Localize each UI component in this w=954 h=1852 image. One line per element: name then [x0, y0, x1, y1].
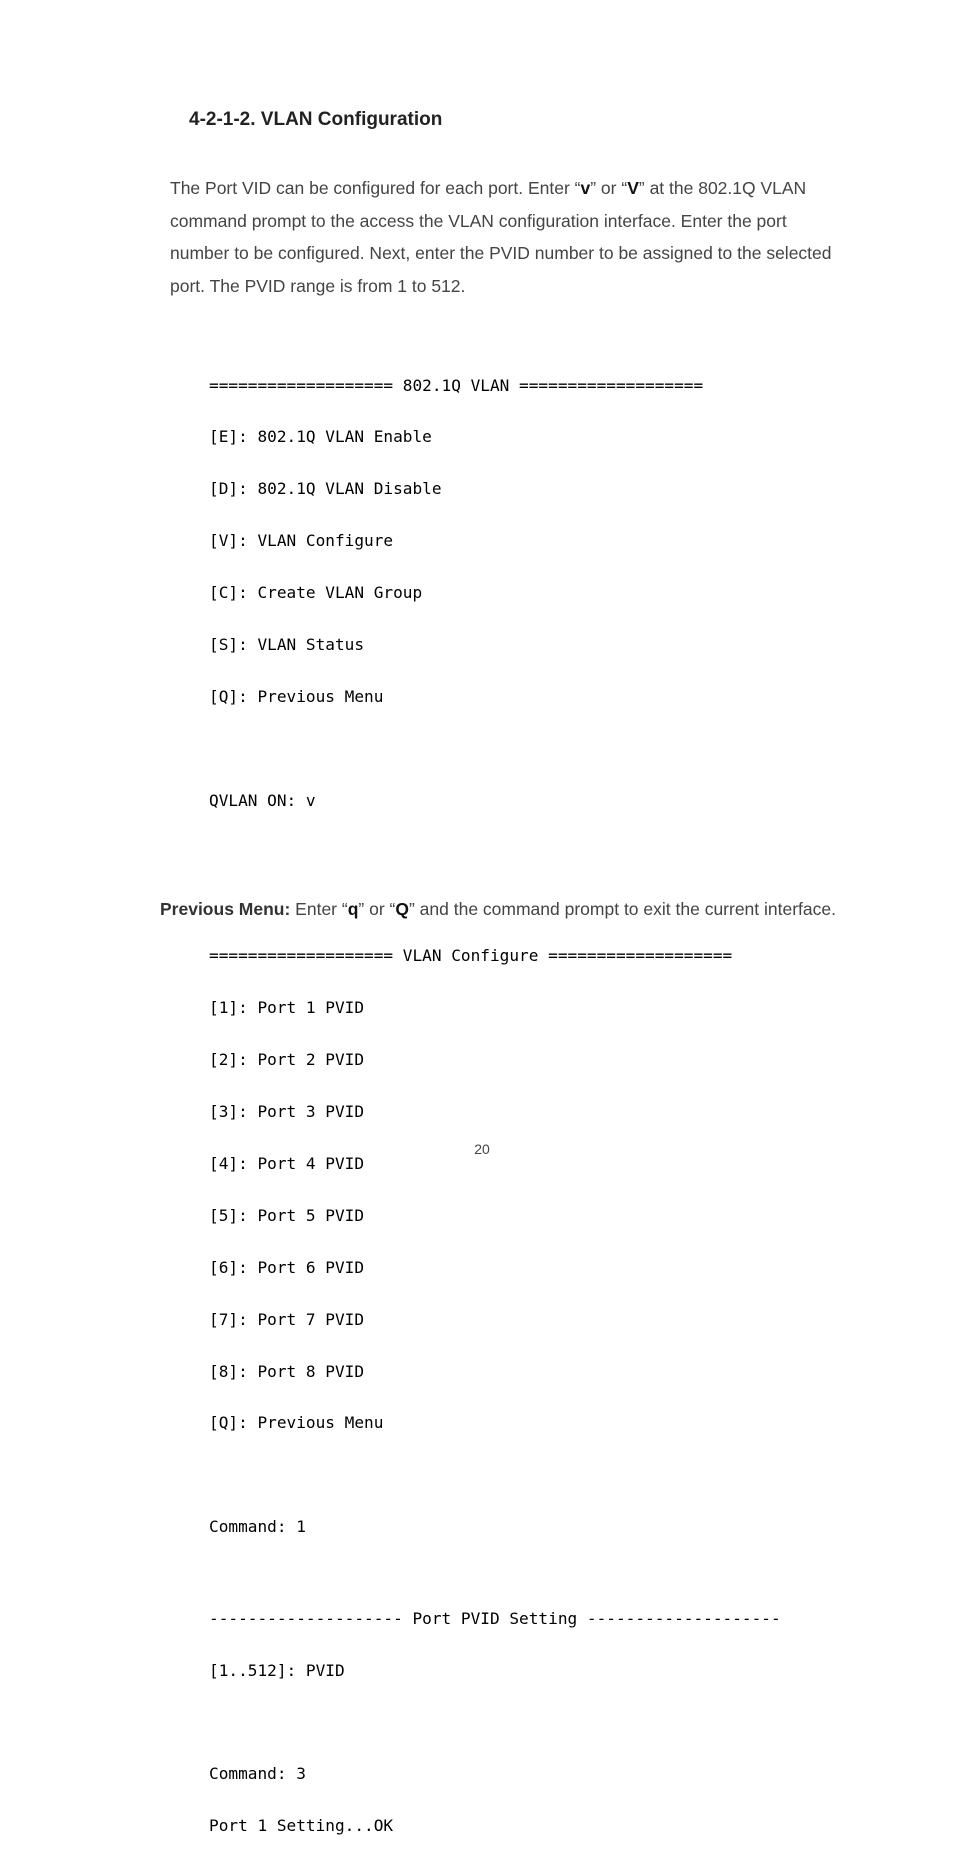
port-item-1: [1]: Port 1 PVID [209, 998, 365, 1018]
blank-line [209, 740, 781, 757]
port-item-5: [5]: Port 5 PVID [209, 1205, 365, 1225]
section-heading: 4-2-1-2. VLAN Configuration [189, 109, 443, 130]
menu-item-create-group: [C]: Create VLAN Group [209, 583, 423, 603]
previous-key-upper-q: Q [395, 899, 409, 919]
port-item-7: [7]: Port 7 PVID [209, 1309, 365, 1329]
port-item-6: [6]: Port 6 PVID [209, 1257, 365, 1277]
port-item-4: [4]: Port 4 PVID [209, 1153, 365, 1173]
command-line-2: Command: 3 [209, 1764, 306, 1784]
page-number: 20 [474, 1141, 490, 1157]
command-line-1: Command: 1 [209, 1517, 306, 1537]
menu-item-enable: [E]: 802.1Q VLAN Enable [209, 427, 432, 447]
spacer [209, 1570, 781, 1575]
port-item-previous: [Q]: Previous Menu [209, 1413, 384, 1433]
menu-item-previous: [Q]: Previous Menu [209, 686, 384, 706]
port-item-8: [8]: Port 8 PVID [209, 1361, 365, 1381]
previous-key-lower-q: q [347, 899, 359, 919]
previous-menu-label: Previous Menu: [160, 899, 291, 919]
pvid-header: -------------------- Port PVID Setting -------------------- [209, 1608, 781, 1628]
menu-item-status: [S]: VLAN Status [209, 635, 365, 655]
previous-text-1: Enter “ [290, 899, 348, 919]
intro-text-3: ” at the 802.1Q VLAN command prompt to the access the VLAN configuration interface. Enter the port number to be configured. Next, enter the PVID number to be assigned to the selected port. The PVID range is from 1 to 512. [170, 178, 832, 296]
intro-key-upper-v: V [627, 178, 639, 198]
port-item-3: [3]: Port 3 PVID [209, 1102, 365, 1122]
configure-header: =================== VLAN Configure =================== [209, 946, 733, 966]
port-item-2: [2]: Port 2 PVID [209, 1050, 365, 1070]
terminal-screenshot [209, 342, 781, 1852]
previous-text-2: ” or “ [358, 899, 396, 919]
intro-paragraph [170, 172, 840, 302]
intro-text-2: ” or “ [590, 178, 628, 198]
blank-line [209, 1713, 781, 1730]
menu-item-disable: [D]: 802.1Q VLAN Disable [209, 479, 442, 499]
setting-result: Port 1 Setting...OK [209, 1816, 394, 1836]
previous-text-3: ” and the command prompt to exit the current interface. [408, 899, 836, 919]
intro-text-1: The Port VID can be configured for each port. Enter “ [170, 178, 581, 198]
pvid-range: [1..512]: PVID [209, 1660, 345, 1680]
menu-item-configure: [V]: VLAN Configure [209, 531, 394, 551]
blank-line [209, 1466, 781, 1483]
intro-key-lower-v: v [580, 178, 591, 198]
qvlan-prompt: QVLAN ON: v [209, 790, 316, 810]
menu-header: =================== 802.1Q VLAN =================== [209, 375, 704, 395]
blank-line [209, 844, 781, 861]
previous-menu-paragraph [160, 893, 840, 926]
